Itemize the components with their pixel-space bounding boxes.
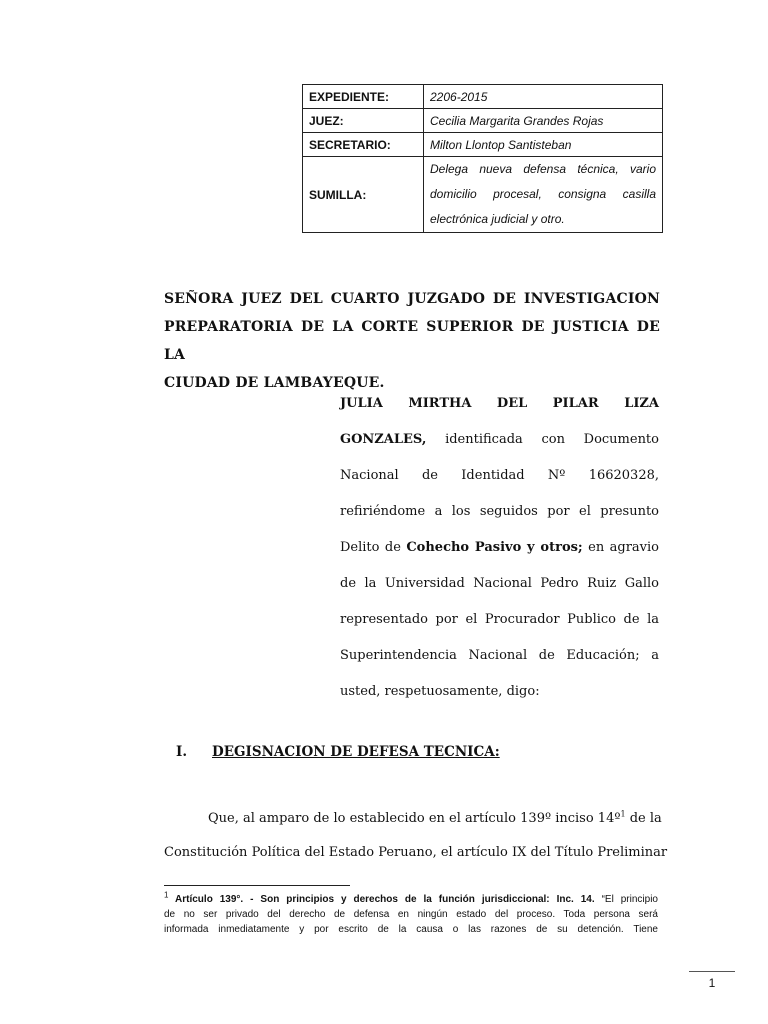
paragraph-line: Constitución Política del Estado Peruano, el artículo IX del Título Preliminar	[164, 845, 668, 860]
expediente-value: 2206-2015	[424, 85, 663, 109]
paragraph-text: Que, al amparo de lo establecido en el artículo 139º inciso 14º	[208, 811, 621, 826]
petitioner-line: usted, respetuosamente, digo:	[340, 684, 540, 699]
juez-label: JUEZ:	[303, 109, 424, 133]
addressee-line: CIUDAD DE LAMBAYEQUE.	[164, 375, 385, 391]
juez-value: Cecilia Margarita Grandes Rojas	[424, 109, 663, 133]
secretario-value: Milton Llontop Santisteban	[424, 133, 663, 157]
petitioner-id-intro: identificada con Documento	[426, 432, 659, 447]
addressee-line: SEÑORA JUEZ DEL CUARTO JUZGADO DE INVESTIGACION	[164, 291, 660, 307]
petitioner-id: Nacional de Identidad Nº 16620328,	[340, 468, 659, 483]
petitioner-line: refiriéndome a los seguidos por el presunto	[340, 504, 659, 519]
paragraph-text: de la	[625, 811, 662, 826]
sumilla-value: Delega nueva defensa técnica, vario domicilio procesal, consigna casilla electrónica judicial y otro.	[424, 157, 663, 233]
sumilla-row	[303, 157, 663, 233]
footnote-bold: Artículo 139°. - Son principios y derechos de la función jurisdiccional: Inc. 14.	[168, 894, 595, 905]
petitioner-block	[340, 386, 659, 710]
footnote-line	[164, 892, 658, 907]
page-number-divider	[689, 971, 735, 972]
expediente-row	[303, 85, 663, 109]
section-heading	[176, 744, 656, 760]
juez-row	[303, 109, 663, 133]
footnote-reference[interactable]: 1	[620, 809, 626, 819]
footnote-line: de no ser privado del derecho de defensa en ningún estado del proceso. Toda persona será	[164, 909, 658, 920]
petitioner-name: JULIA MIRTHA DEL PILAR LIZA	[340, 396, 659, 411]
petitioner-line	[340, 422, 659, 458]
footnote-divider	[164, 885, 350, 886]
paragraph-line	[164, 802, 660, 836]
section-number: I.	[176, 744, 188, 760]
footnote-marker: 1	[164, 890, 169, 900]
secretario-row	[303, 133, 663, 157]
petitioner-line	[340, 530, 659, 566]
addressee-heading	[164, 285, 660, 397]
petitioner-line: de la Universidad Nacional Pedro Ruiz Gallo	[340, 576, 659, 591]
page-number: 1	[708, 976, 716, 990]
section-title: DEGISNACION DE DEFESA TECNICA:	[212, 744, 500, 760]
petitioner-line: representado por el Procurador Publico de la	[340, 612, 659, 627]
footnote	[164, 892, 658, 937]
case-info-table	[302, 84, 663, 233]
secretario-label: SECRETARIO:	[303, 133, 424, 157]
sumilla-label: SUMILLA:	[303, 157, 424, 233]
crime-intro: Delito de	[340, 540, 407, 555]
footnote-text: “El principio	[594, 894, 658, 905]
crime-name: Cohecho Pasivo y otros;	[406, 540, 583, 555]
expediente-label: EXPEDIENTE:	[303, 85, 424, 109]
footnote-line: informada inmediatamente y por escrito de la causa o las razones de su detención. Tiene	[164, 924, 658, 935]
body-paragraph	[164, 802, 668, 870]
crime-after: en agravio	[582, 540, 659, 555]
petitioner-line: Superintendencia Nacional de Educación; a	[340, 648, 659, 663]
petitioner-surname: GONZALES,	[340, 432, 427, 447]
addressee-line: PREPARATORIA DE LA CORTE SUPERIOR DE JUSTICIA DE LA	[164, 319, 660, 363]
